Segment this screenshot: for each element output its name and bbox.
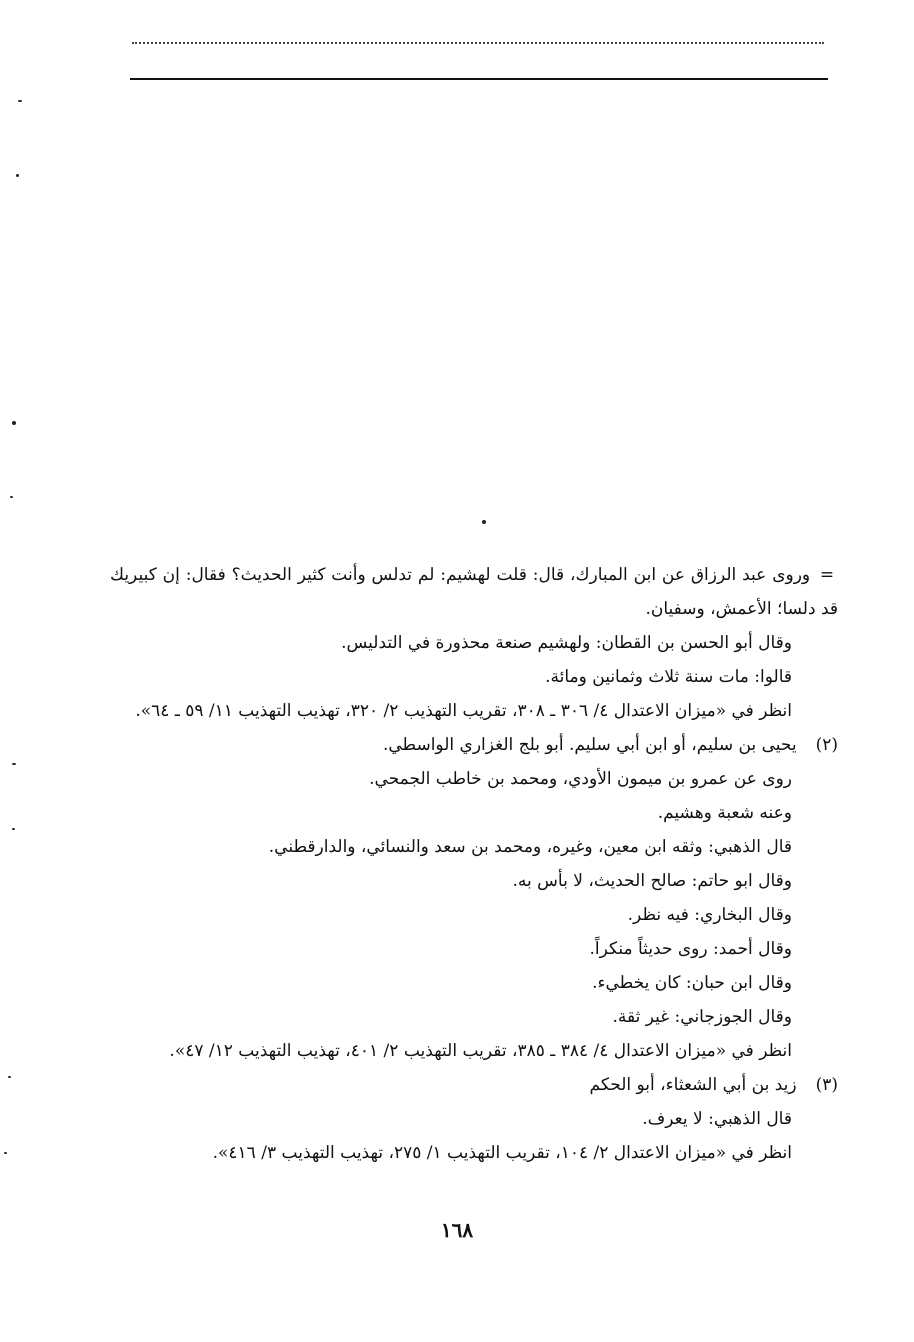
footnote-title: يحيى بن سليم، أو ابن أبي سليم. أبو بلج الغزاري الواسطي. bbox=[382, 735, 797, 755]
footnote-2 bbox=[110, 728, 838, 1068]
footnote-title-line bbox=[110, 728, 838, 762]
footnote-line: قال الذهبي: وثقه ابن معين، وغيره، ومحمد بن سعد والنسائي، والدارقطني. bbox=[268, 837, 792, 857]
footnote-line: وقال ابو حاتم: صالح الحديث، لا بأس به. bbox=[512, 871, 792, 891]
scan-speck bbox=[4, 1152, 7, 1154]
footnote-line: وقال الجوزجاني: غير ثقة. bbox=[612, 1007, 792, 1027]
scan-speck bbox=[8, 1076, 11, 1078]
footnote-number: (٢) bbox=[815, 735, 838, 755]
footnote-line: وقال أحمد: روى حديثاً منكراً. bbox=[589, 939, 792, 959]
footnote-3 bbox=[110, 1068, 838, 1170]
footnote-line: وقال البخاري: فيه نظر. bbox=[627, 905, 792, 925]
scan-speck bbox=[12, 763, 16, 765]
scan-speck bbox=[10, 496, 13, 498]
footnote-line: وعنه شعبة وهشيم. bbox=[657, 803, 792, 823]
scan-speck bbox=[482, 520, 486, 524]
footnote-line: قال الذهبي: لا يعرف. bbox=[642, 1109, 792, 1129]
scan-speck bbox=[16, 174, 19, 177]
footnotes-section bbox=[110, 558, 838, 1170]
scan-speck bbox=[12, 421, 16, 425]
footnote-line: انظر في «ميزان الاعتدال ٢/ ١٠٤، تقريب التهذيب ١/ ٢٧٥، تهذيب التهذيب ٣/ ٤١٦». bbox=[212, 1143, 792, 1163]
scan-speck bbox=[18, 100, 22, 102]
footnote-title: زيد بن أبي الشعثاء، أبو الحكم bbox=[589, 1075, 797, 1095]
footnote-line: قالوا: مات سنة ثلاث وثمانين ومائة. bbox=[545, 667, 792, 687]
scan-speck bbox=[12, 828, 15, 830]
continuation-mark: = bbox=[819, 565, 835, 585]
footnote-text: وروى عبد الرزاق عن ابن المبارك، قال: قلت لهشيم: لم تدلس وأنت كثير الحديث؟ فقال: إن كبيريك قد دلسا؛ الأعمش، وسفيان. bbox=[110, 565, 838, 619]
header-rule bbox=[130, 78, 828, 80]
footnote-number: (٣) bbox=[815, 1075, 838, 1095]
footnote-line: انظر في «ميزان الاعتدال ٤/ ٣٨٤ ـ ٣٨٥، تقريب التهذيب ٢/ ٤٠١، تهذيب التهذيب ١٢/ ٤٧». bbox=[169, 1041, 792, 1061]
footnote-continued bbox=[110, 558, 838, 728]
footnote-line bbox=[110, 558, 838, 626]
header-dotted-rule bbox=[132, 42, 824, 44]
footnote-line: وقال أبو الحسن بن القطان: ولهشيم صنعة محذورة في التدليس. bbox=[341, 633, 792, 653]
footnote-line: وقال ابن حبان: كان يخطيء. bbox=[592, 973, 792, 993]
page-number: ١٦٨ bbox=[440, 1218, 474, 1242]
footnote-title-line bbox=[110, 1068, 838, 1102]
footnote-line: روى عن عمرو بن ميمون الأودي، ومحمد بن خاطب الجمحي. bbox=[369, 769, 792, 789]
footnote-line: انظر في «ميزان الاعتدال ٤/ ٣٠٦ ـ ٣٠٨، تقريب التهذيب ٢/ ٣٢٠، تهذيب التهذيب ١١/ ٥٩ ـ ٦٤». bbox=[135, 701, 792, 721]
